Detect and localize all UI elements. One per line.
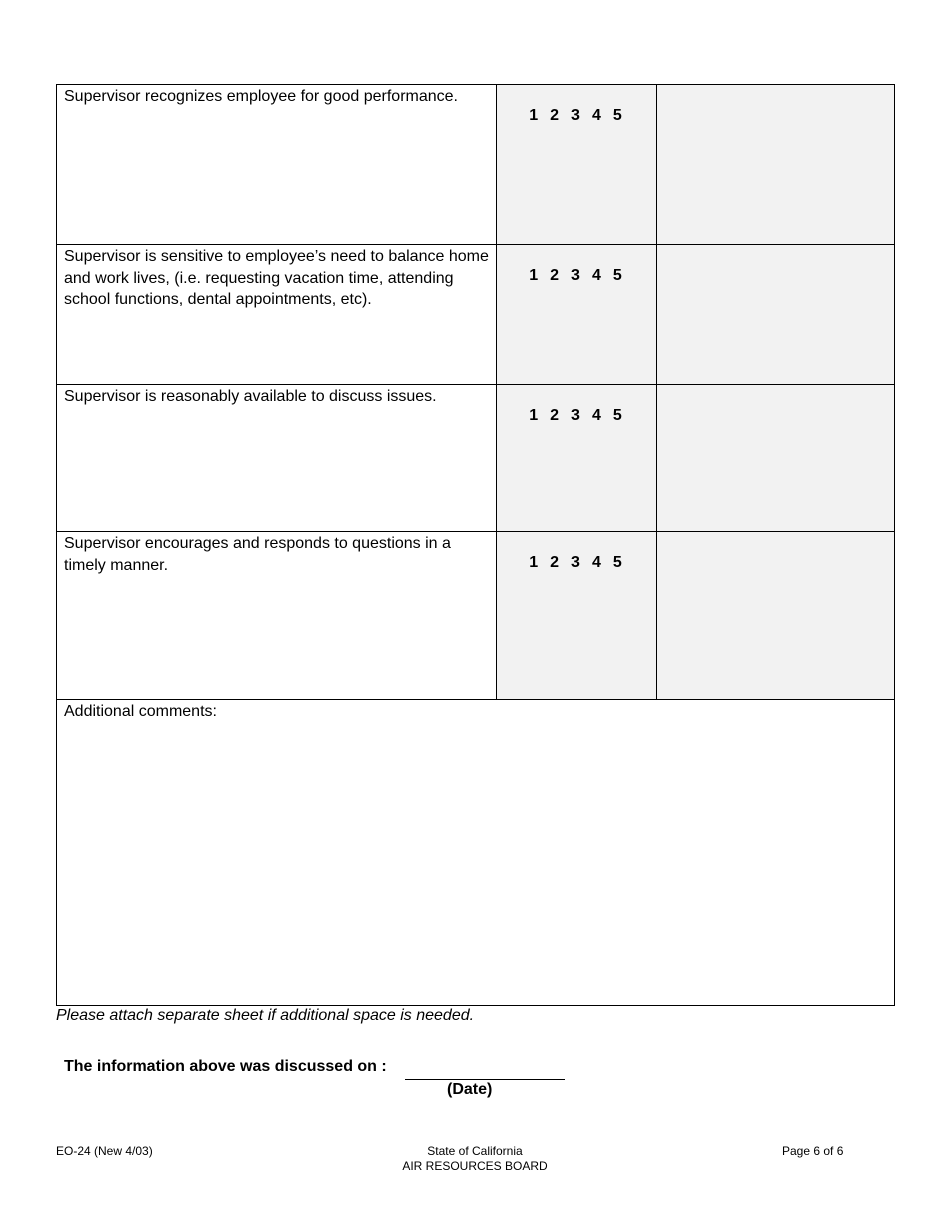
comment-field[interactable] [657, 85, 895, 245]
footer-state: State of California [427, 1144, 523, 1158]
evaluation-row [57, 532, 895, 700]
rating-option-4[interactable]: 4 [591, 267, 601, 284]
rating-option-1[interactable]: 1 [529, 267, 539, 284]
statement-cell: Supervisor encourages and responds to questions in a timely manner. [57, 532, 497, 700]
rating-option-4[interactable]: 4 [591, 107, 601, 124]
rating-option-2[interactable]: 2 [550, 554, 560, 571]
evaluation-row [57, 245, 895, 385]
rating-scale [497, 385, 657, 532]
evaluation-row [57, 385, 895, 532]
rating-option-3[interactable]: 3 [571, 554, 580, 571]
footer-form-id: EO-24 (New 4/03) [56, 1144, 153, 1158]
discussed-label: The information above was discussed on : [64, 1058, 387, 1075]
footer-page-number: Page 6 of 6 [782, 1144, 844, 1158]
statement-cell: Supervisor is reasonably available to discuss issues. [57, 385, 497, 532]
rating-option-5[interactable]: 5 [612, 107, 622, 124]
rating-option-4[interactable]: 4 [591, 554, 601, 571]
rating-option-4[interactable]: 4 [591, 407, 601, 424]
rating-option-2[interactable]: 2 [550, 107, 560, 124]
rating-option-3[interactable]: 3 [571, 107, 580, 124]
evaluation-row [57, 85, 895, 245]
additional-comments-field[interactable] [57, 700, 895, 1006]
comment-field[interactable] [657, 532, 895, 700]
rating-scale [497, 85, 657, 245]
rating-option-5[interactable]: 5 [612, 554, 622, 571]
date-field[interactable] [405, 1079, 565, 1080]
date-label: (Date) [447, 1081, 493, 1098]
rating-scale [497, 245, 657, 385]
rating-option-2[interactable]: 2 [550, 407, 560, 424]
rating-option-1[interactable]: 1 [529, 407, 539, 424]
rating-option-2[interactable]: 2 [550, 267, 560, 284]
additional-comments-label: Additional comments: [64, 703, 217, 720]
rating-option-3[interactable]: 3 [571, 267, 580, 284]
footer-agency-name: AIR RESOURCES BOARD [402, 1159, 548, 1173]
attach-note: Please attach separate sheet if additional space is needed. [56, 1007, 475, 1024]
rating-option-5[interactable]: 5 [612, 407, 622, 424]
rating-scale [497, 532, 657, 700]
additional-comments-row [57, 700, 895, 1006]
rating-option-1[interactable]: 1 [529, 107, 539, 124]
rating-option-1[interactable]: 1 [529, 554, 539, 571]
statement-cell: Supervisor recognizes employee for good performance. [57, 85, 497, 245]
statement-cell: Supervisor is sensitive to employee’s need to balance home and work lives, (i.e. requesting vacation time, attending school functions, dental appointments, etc). [57, 245, 497, 385]
footer-agency [375, 1144, 575, 1174]
evaluation-table [56, 84, 895, 1006]
comment-field[interactable] [657, 245, 895, 385]
rating-option-5[interactable]: 5 [612, 267, 622, 284]
comment-field[interactable] [657, 385, 895, 532]
rating-option-3[interactable]: 3 [571, 407, 580, 424]
